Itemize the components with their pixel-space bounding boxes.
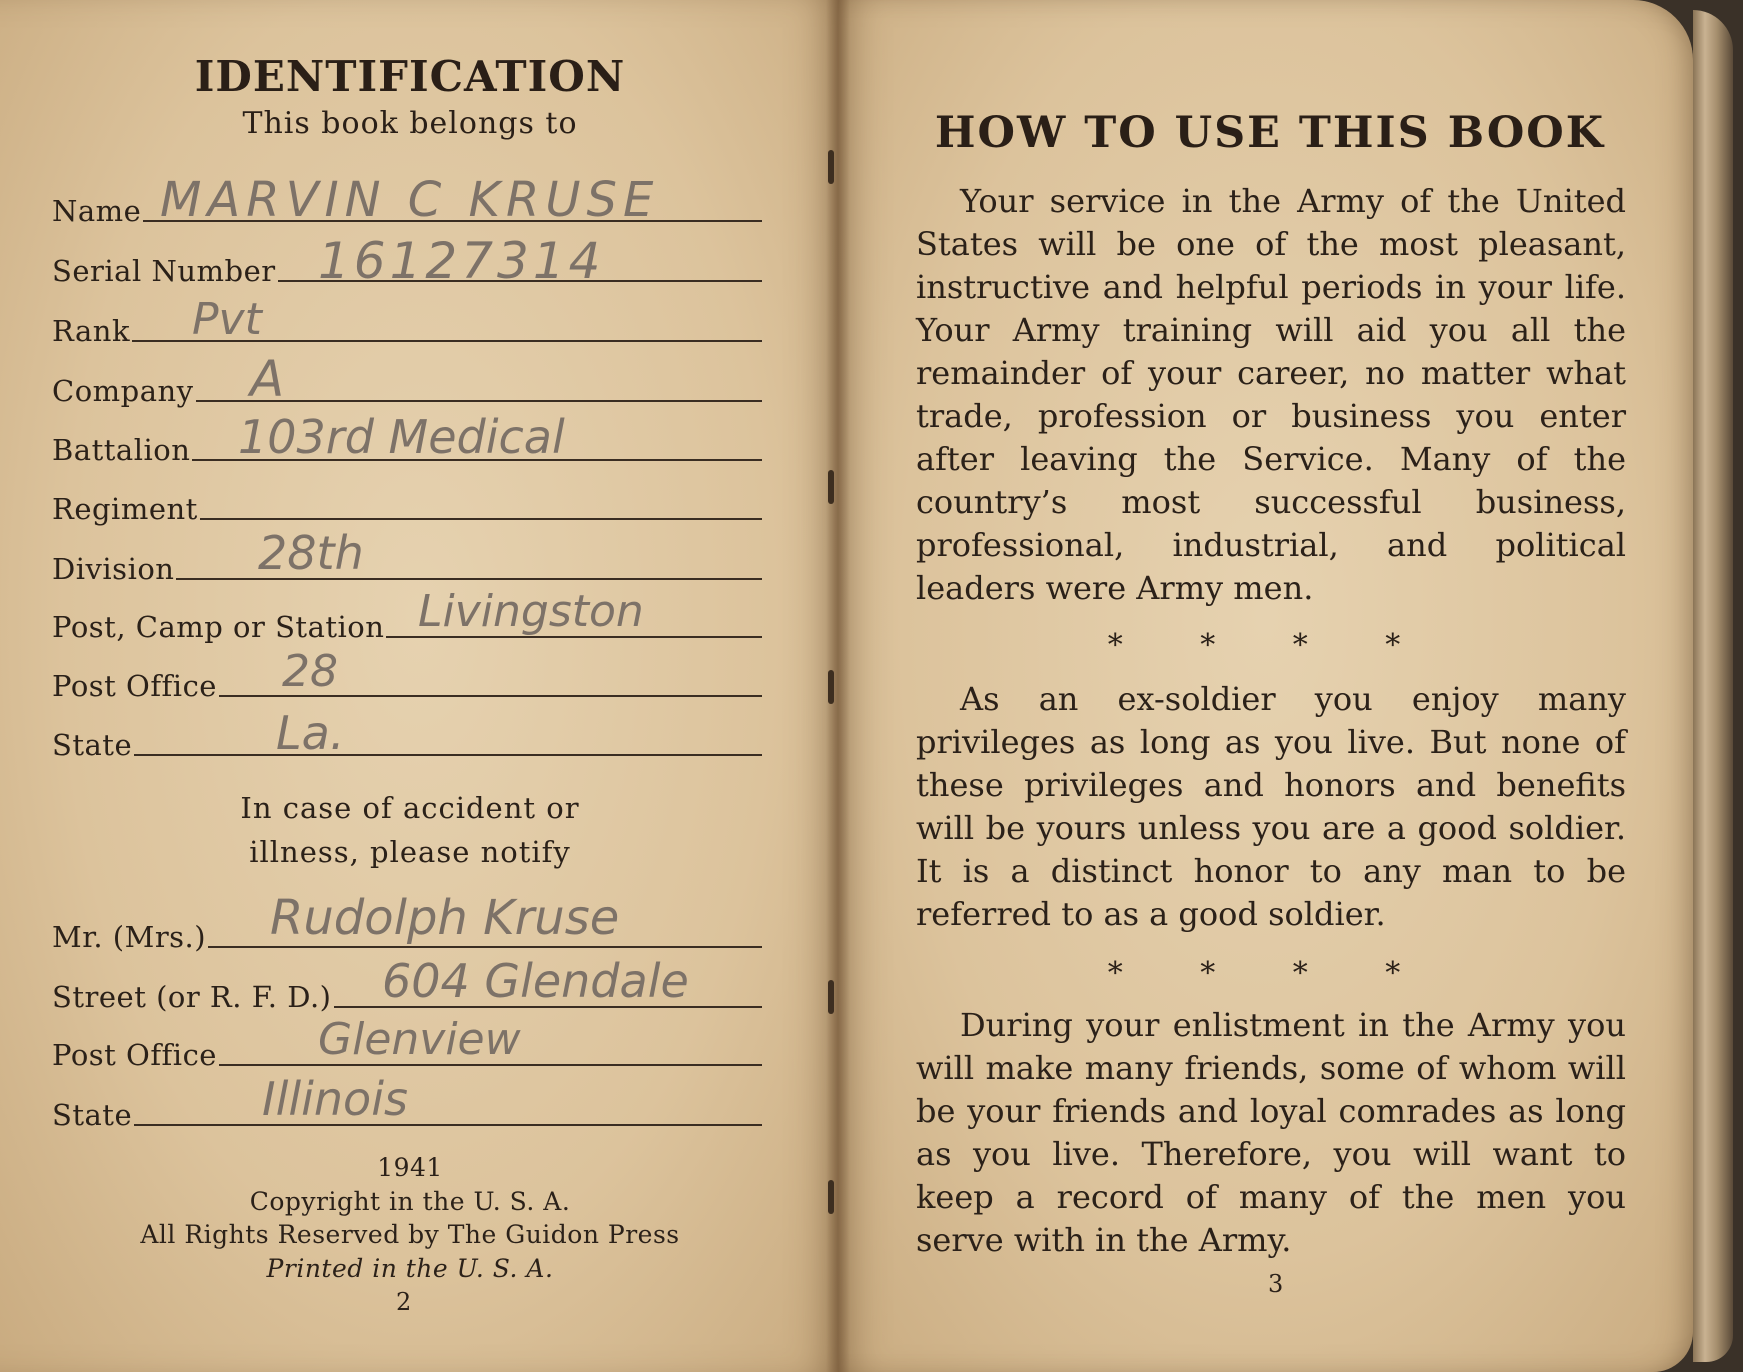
field-label: Company xyxy=(52,374,194,408)
section-divider-stars: * * * * xyxy=(1107,956,1435,991)
handwritten-division: 28th xyxy=(258,526,364,580)
left-page xyxy=(0,0,838,1372)
identification-title: IDENTIFICATION xyxy=(194,52,626,101)
field-label: Mr. (Mrs.) xyxy=(52,920,207,954)
handwritten-notify-state: Illinois xyxy=(262,1072,408,1126)
section-divider-stars: * * * * xyxy=(1107,628,1435,663)
field-label: Post, Camp or Station xyxy=(52,610,385,644)
paragraph-1-text: Your service in the Army of the United States will be one of the most pleasant, instructive and helpful periods in your life. Your Army training will aid you all the remainder of your career, no matter what trade, profession or business you enter after leaving the Service. Many of the country’s most successful business, professional, industrial, and political leaders were Army men. xyxy=(916,182,1626,607)
handwritten-rank: Pvt xyxy=(192,294,262,345)
binding-stitch xyxy=(828,150,834,184)
handwritten-company: A xyxy=(250,350,285,408)
handwritten-notify-street: 604 Glendale xyxy=(382,954,689,1008)
notify-line-2: illness, please notify xyxy=(249,835,571,869)
field-label: State xyxy=(52,728,133,762)
paragraph-2 xyxy=(916,678,1626,936)
field-label: Name xyxy=(52,194,142,228)
handwritten-serial: 16127314 xyxy=(318,232,605,290)
field-label: Rank xyxy=(52,314,131,348)
field-label: Post Office xyxy=(52,1038,217,1072)
field-label: Battalion xyxy=(52,433,191,467)
field-label: Serial Number xyxy=(52,254,276,288)
paragraph-1 xyxy=(916,180,1626,610)
printed-line: Printed in the U. S. A. xyxy=(266,1254,554,1283)
binding-stitch xyxy=(828,670,834,704)
field-label: Post Office xyxy=(52,669,217,703)
field-label: Street (or R. F. D.) xyxy=(52,980,332,1014)
page-edge xyxy=(1693,10,1733,1362)
how-to-use-title: HOW TO USE THIS BOOK xyxy=(934,108,1606,158)
field-company xyxy=(52,366,762,406)
identification-subtitle: This book belongs to xyxy=(242,106,578,141)
paragraph-3 xyxy=(916,1004,1626,1262)
field-rank xyxy=(52,306,762,346)
field-post-office xyxy=(52,661,762,701)
copyright-year: 1941 xyxy=(377,1153,443,1182)
paragraph-2-text: As an ex-soldier you enjoy many privileges as long as you live. But none of these privileges and honors and benefits will be yours unless you are a good soldier. It is a distinct honor to any man to be referred to as a good soldier. xyxy=(916,680,1626,933)
binding-stitch xyxy=(828,470,834,504)
handwritten-name: MARVIN C KRUSE xyxy=(160,172,660,228)
field-post-camp-station xyxy=(52,602,762,642)
handwritten-post-office: 28 xyxy=(282,646,338,697)
handwritten-notify-post-office: Glenview xyxy=(318,1014,521,1065)
binding-stitch xyxy=(828,1180,834,1214)
field-label: Regiment xyxy=(52,492,198,526)
handwritten-station: Livingston xyxy=(418,586,644,637)
field-regiment xyxy=(52,484,762,524)
notify-line-1: In case of accident or xyxy=(240,791,580,825)
field-label: Division xyxy=(52,552,175,586)
copyright-line: Copyright in the U. S. A. xyxy=(249,1187,571,1216)
handwritten-battalion: 103rd Medical xyxy=(238,410,565,464)
rights-line: All Rights Reserved by The Guidon Press xyxy=(140,1220,680,1249)
page-number-right: 3 xyxy=(1268,1270,1284,1298)
handwritten-notify-name: Rudolph Kruse xyxy=(270,890,620,946)
page-number-left: 2 xyxy=(396,1288,412,1316)
field-label: State xyxy=(52,1098,133,1132)
paragraph-3-text: During your enlistment in the Army you will make many friends, some of whom will be your friends and loyal comrades as long as you live. Therefore, you will want to keep a record of many of the men you serve with in the Army. xyxy=(916,1006,1626,1259)
field-state xyxy=(52,720,762,760)
field-division xyxy=(52,544,762,584)
binding-stitch xyxy=(828,980,834,1014)
handwritten-state: La. xyxy=(276,706,345,760)
